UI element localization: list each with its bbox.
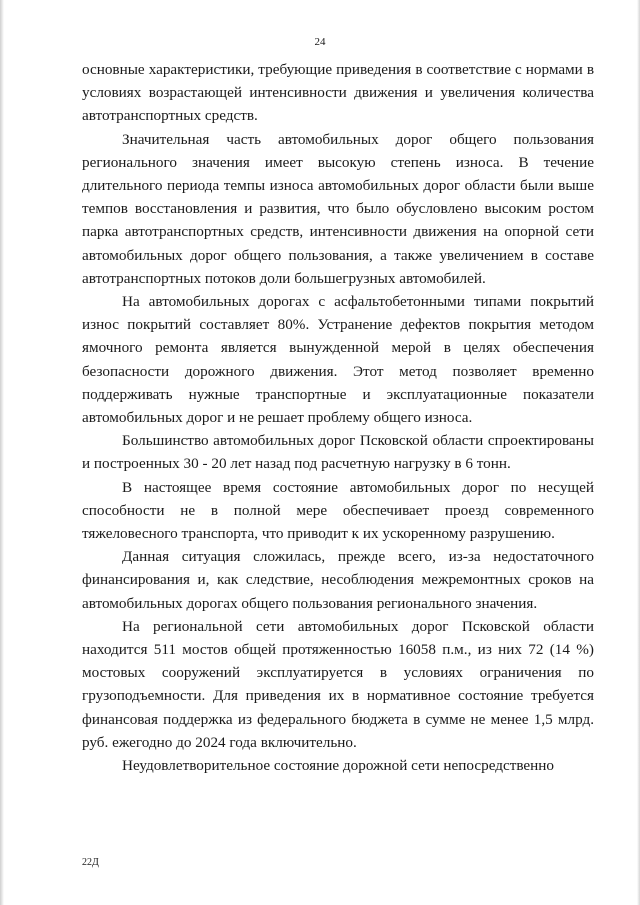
paragraph-bearing-capacity: В настоящее время состояние автомобильных дорог по несущей способности не в полной мере обеспечивает проезд современного тяжеловесного транспорта, что приводит к их ускоренному разрушению. <box>82 478 594 543</box>
paragraph-network-state: Неудовлетворительное состояние дорожной сети непосредственно <box>122 757 555 775</box>
paragraph-road-wear: Значительная часть автомобильных дорог общего пользования регионального значения имеет высокую степень износа. В течение длительного периода темпы износа автомобильных дорог области были выше темпов восстановления и развития, что было обусловлено высоким ростом парка автотранспортных средств, интенсивности движения на опорной сети автомобильных дорог общего пользования, а также увеличением в составе автотранспортных потоков доли большегрузных автомобилей. <box>82 130 594 287</box>
page-number: 24 <box>314 36 326 48</box>
paragraph-design-load: Большинство автомобильных дорог Псковской области спроектированы и построенных 30 - 20 лет назад под расчетную нагрузку в 6 тонн. <box>82 432 594 473</box>
paragraph-continuation: основные характеристики, требующие приведения в соответствие с нормами в условиях возрастающей интенсивности движения и увеличения количества автотранспортных средств. <box>82 61 594 125</box>
paragraph-funding: Данная ситуация сложилась, прежде всего, из-за недостаточного финансирования и, как следствие, несоблюдения межремонтных сроков на автомобильных дорогах общего пользования регионального значения. <box>82 548 594 612</box>
footer-code: 22Д <box>82 857 99 868</box>
document-body <box>82 58 594 777</box>
paragraph-asphalt-coverage: На автомобильных дорогах с асфальтобетонными типами покрытий износ покрытий составляет 80%. Устранение дефектов покрытия методом ямочного ремонта является вынужденной мерой в целях обеспечения безопасности дорожного движения. Этот метод позволяет временно поддерживать нужные транспортные и эксплуатационные показатели автомобильных дорог и не решает проблему общего износа. <box>82 293 594 427</box>
scan-edge-left <box>0 0 4 905</box>
paragraph-bridges: На региональной сети автомобильных дорог Псковской области находится 511 мостов общей протяженностью 16058 п.м., из них 72 (14 %) мостовых сооружений эксплуатируется в условиях ограничения по грузоподъемности. Для приведения их в нормативное состояние требуется финансовая поддержка из федерального бюджета в сумме не менее 1,5 млрд. руб. ежегодно до 2024 года включительно. <box>82 617 594 751</box>
